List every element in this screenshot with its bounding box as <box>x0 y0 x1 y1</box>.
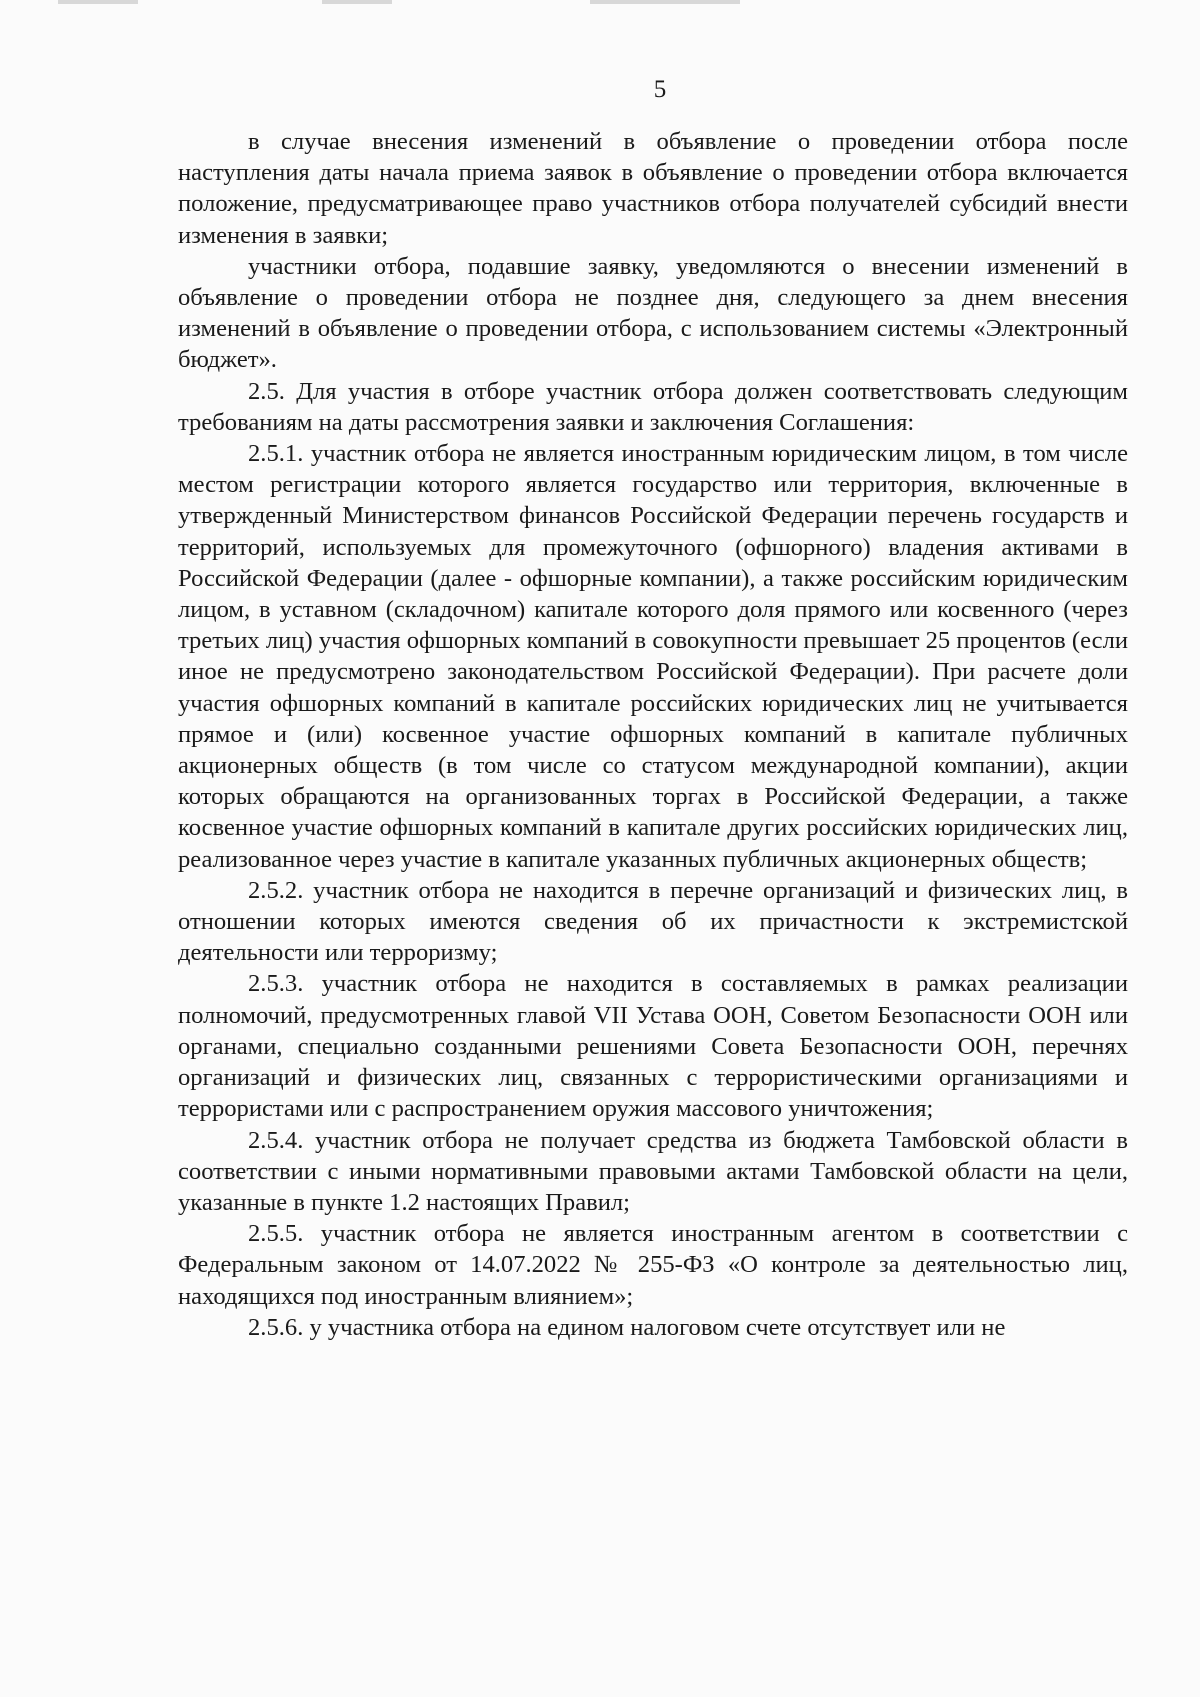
scan-edge-mark <box>322 0 392 4</box>
paragraph: 2.5.6. у участника отбора на едином налоговом счете отсутствует или не <box>248 1313 1006 1341</box>
paragraph: в случае внесения изменений в объявление о проведении отбора после наступления даты начала приема заявок в объявление о проведении отбора включается положение, предусматривающее право участников отбора получателей субсидий внести изменения в заявки; <box>178 128 1128 249</box>
paragraph: 2.5.5. участник отбора не является иностранным агентом в соответствии с Федеральным законом от 14.07.2022 № 255-ФЗ «О контроле за деятельностью лиц, находящихся под иностранным влиянием»; <box>178 1220 1128 1310</box>
paragraph: участники отбора, подавшие заявку, уведомляются о внесении изменений в объявление о проведении отбора не позднее дня, следующего за днем внесения изменений в объявление о проведении отбора, с использованием системы «Электронный бюджет». <box>178 252 1128 374</box>
paragraph: 2.5.4. участник отбора не получает средства из бюджета Тамбовской области в соответствии с иными нормативными правовыми актами Тамбовской области на цели, указанные в пункте 1.2 настоящих Правил; <box>178 1126 1128 1216</box>
scan-edge-mark <box>590 0 740 4</box>
paragraph: 2.5.1. участник отбора не является иностранным юридическим лицом, в том числе местом регистрации которого является государство или территория, включенные в утвержденный Министерством финансов Российской Федерации перечень государств и территорий, используемых для промежуточного (офшорного) владения активами в Российской Федерации (далее - офшорные компании), а также российским юридическим лицом, в уставном (складочном) капитале которого доля прямого или косвенного (через третьих лиц) участия офшорных компаний в совокупности превышает 25 процентов (если иное не предусмотрено законодательством Российской Федерации). При расчете доли участия офшорных компаний в капитале российских юридических лиц не учитывается прямое и (или) косвенное участие офшорных компаний в капитале публичных акционерных обществ (в том числе со статусом международной компании), акции которых обращаются на организованных торгах в Российской Федерации, а также косвенное участие офшорных компаний в капитале других российских юридических лиц, реализованное через участие в капитале указанных публичных акционерных обществ; <box>178 440 1128 873</box>
paragraph: 2.5.3. участник отбора не находится в составляемых в рамках реализации полномочий, предусмотренных главой VII Устава ООН, Советом Безопасности ООН или органами, специально созданными решениями Совета Безопасности ООН, перечнях организаций и физических лиц, связанных с террористическими организациями и террористами или с распространением оружия массового уничтожения; <box>178 970 1128 1123</box>
paragraph: 2.5.2. участник отбора не находится в перечне организаций и физических лиц, в отношении которых имеются сведения об их причастности к экстремистской деятельности или терроризму; <box>178 876 1128 967</box>
page-number: 5 <box>653 76 667 103</box>
document-body <box>178 126 1128 1343</box>
paragraph: 2.5. Для участия в отборе участник отбора должен соответствовать следующим требованиям на даты рассмотрения заявки и заключения Соглашения: <box>178 377 1128 436</box>
scan-edge-mark <box>58 0 138 4</box>
